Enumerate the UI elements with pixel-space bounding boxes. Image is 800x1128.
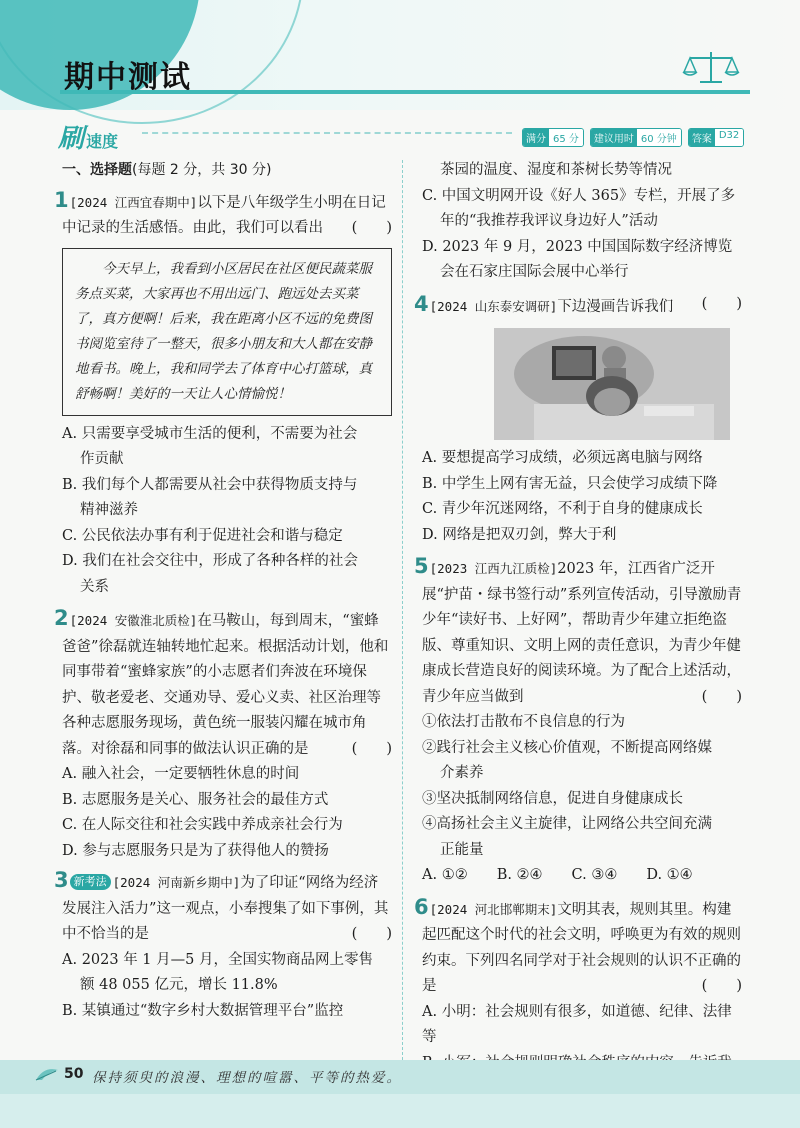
question-number: 4 [414, 291, 429, 316]
answer-paren: ( ) [351, 220, 392, 236]
speed-label: 速度 [86, 132, 119, 151]
option-text: D. 2023 年 9 月，2023 中国国际数字经济博览 [422, 238, 733, 255]
option-a: A. 小明：社会规则有很多，如道德、纪律、法律等 [422, 1003, 732, 1045]
option-text-cont: 会在石家庄国际会展中心举行 [440, 264, 629, 280]
answer-paren: ( ) [701, 295, 742, 312]
statement-text: ②践行社会主义核心价值观，不断提高网络媒 [422, 739, 712, 756]
right-column [414, 158, 742, 1102]
statement-3: ③坚决抵制网络信息，促进自身健康成长 [422, 790, 683, 807]
question-stem: 文明其表，规则其里。构建起匹配这个时代的社会文明，呼唤更为有效的规则约束。下列四名同学对于社会规则的认识不正确的是 [422, 901, 741, 994]
option-c: C. 青少年沉迷网络，不利于自身的健康成长 [422, 501, 703, 517]
question-source: [2024 安徽淮北质检] [69, 613, 198, 628]
question-1 [54, 187, 392, 601]
badge-answer [688, 128, 744, 147]
badge-key: 建议用时 [591, 129, 637, 146]
option-text-cont: 年的“我推荐我评议身边好人”活动 [440, 213, 658, 229]
question-number: 3 [54, 868, 69, 892]
option-text: C. 公民依法办事有利于促进社会和谐与稳定 [62, 527, 343, 544]
left-column [54, 158, 392, 1024]
option-text: A. 只需要享受城市生活的便利，不需要为社会 [62, 425, 358, 442]
new-method-tag: 新考法 [70, 874, 111, 890]
badge-value: 65 分 [549, 129, 583, 146]
statement-1: ①依法打击散布不良信息的行为 [422, 714, 625, 730]
statement-text-cont: 介素养 [440, 765, 484, 781]
option-a [62, 422, 392, 473]
option-text-cont: 精神滋养 [80, 502, 138, 518]
question-source: [2024 山东泰安调研] [429, 298, 558, 314]
question-number: 2 [54, 606, 69, 630]
option-b [62, 999, 392, 1025]
diary-box [62, 248, 392, 416]
option-text-cont: 作贡献 [80, 451, 124, 467]
answer-paren: ( ) [701, 978, 742, 994]
badge-value: 60 分钟 [637, 129, 681, 146]
question-number: 6 [414, 894, 429, 919]
cartoon-drawing [494, 328, 730, 440]
leaf-icon [34, 1066, 60, 1082]
option-text: B. 某镇通过“数字乡村大数据管理平台”监控 [62, 1002, 344, 1019]
combined-options: A. ①② B. ②④ C. ③④ D. ①④ [422, 867, 693, 883]
question-4 [414, 291, 742, 549]
page-title: 期中测试 [64, 60, 192, 95]
statement-4 [422, 812, 742, 863]
page-number: 50 [64, 1066, 84, 1082]
badge-key: 答案 [689, 129, 715, 146]
question-source: [2024 河北邯郸期末] [429, 901, 558, 917]
statement-text: ④高扬社会主义主旋律，让网络公共空间充满 [422, 816, 712, 832]
speed-char: 刷 [58, 124, 85, 154]
header [0, 0, 800, 110]
option-d: D. 网络是把双刃剑，弊大于利 [422, 526, 617, 543]
option-text-cont: 关系 [80, 578, 109, 595]
question-stem: 为了印证“网络为经济发展注入活力”这一观点，小奉搜集了如下事例，其中不恰当的是 [62, 875, 389, 942]
option-d: D. 参与志愿服务只是为了获得他人的赞扬 [62, 842, 329, 859]
option-d [422, 235, 742, 286]
statement-text-cont: 正能量 [440, 841, 484, 858]
info-badges [522, 128, 744, 147]
option-a: A. 要想提高学习成绩，必须远离电脑与网络 [422, 450, 703, 466]
answer-paren: ( ) [351, 926, 392, 942]
speed-divider [142, 132, 512, 134]
question-number: 5 [414, 554, 429, 578]
option-text-cont: 茶园的温度、湿度和茶树长势等情况 [440, 162, 672, 178]
answer-paren: ( ) [701, 688, 742, 705]
diary-text: 今天早上，我看到小区居民在社区便民蔬菜服务点买菜，大家再也不用出远门、跑远处去买菜了，真方便啊！后来，我在距离小区不远的免费图书阅览室待了一整天，很多小朋友和大人都在安静地看书。晚上，我和同学去了体育中心打篮球，真舒畅啊！美好的一天让人心情愉悦！ [75, 260, 372, 402]
question-stem: 以下是八年级学生小明在日记中记录的生活感悟。由此，我们可以看出 [62, 194, 386, 236]
badge-value: D32 [715, 129, 743, 146]
option-b: B. 志愿服务是关心、服务社会的最佳方式 [62, 791, 329, 808]
badge-suggested-time [590, 128, 682, 147]
footer-motto: 保持须臾的浪漫、理想的喧嚣、平等的热爱。 [92, 1070, 402, 1086]
question-3 [54, 868, 392, 1024]
question-stem: 下边漫画告诉我们 [557, 298, 674, 315]
badge-key: 满分 [523, 129, 549, 146]
option-b [62, 473, 392, 524]
option-d [62, 549, 392, 600]
option-text: B. 我们每个人都需要从社会中获得物质支持与 [62, 476, 358, 493]
badge-full-score [522, 128, 584, 147]
statement-2 [422, 736, 742, 787]
option-c [422, 184, 742, 235]
cartoon-image [494, 328, 730, 440]
option-a: A. 融入社会，一定要牺牲休息的时间 [62, 766, 300, 782]
speed-heading [58, 118, 119, 154]
question-5 [414, 554, 742, 889]
option-c [62, 524, 392, 550]
option-c: C. 在人际交往和社会实践中养成亲社会行为 [62, 817, 343, 833]
section-heading [62, 158, 392, 184]
question-2 [54, 606, 392, 864]
column-divider [402, 160, 403, 1060]
option-text: A. 2023 年 1 月—5 月，全国实物商品网上零售 [62, 951, 373, 968]
question-number: 1 [54, 187, 69, 212]
question-source: [2024 河南新乡期中] [112, 875, 241, 890]
question-source: [2023 江西九江质检] [429, 561, 558, 576]
question-source: [2024 江西宜春期中] [69, 194, 198, 210]
option-text: C. 中国文明网开设《好人 365》专栏，开展了多 [422, 187, 736, 204]
section-title: 一、选择题 [62, 162, 132, 178]
answer-paren: ( ) [351, 740, 392, 757]
question-stem: 在马鞍山，每到周末，“蜜蜂爸爸”徐磊就连轴转地忙起来。根据活动计划，他和同事带着“蜜蜂家族”的小志愿者们奔波在环境保护、敬老爱老、交通劝导、爱心义卖、社区治理等各种志愿服务现场，黄色统一服装闪耀在城市角落。对徐磊和同事的做法认识正确的是 [62, 613, 389, 757]
option-b-continued [422, 158, 742, 184]
option-a [62, 948, 392, 999]
section-note: (每题 2 分，共 30 分) [132, 162, 272, 178]
option-text: D. 我们在社会交往中，形成了各种各样的社会 [62, 553, 358, 569]
question-stem: 2023 年，江西省广泛开展“护苗・绿书签行动”系列宣传活动，引导激励青少年“读好书、上好网”，帮助青少年建立拒绝盗版、尊重知识、文明上网的责任意识，为青少年健康成长营造良好的阅读环境。为了配合上述活动，青少年应当做到 [422, 561, 742, 705]
option-b: B. 中学生上网有害无益，只会使学习成绩下降 [422, 475, 718, 492]
balance-scale-icon [680, 48, 742, 88]
option-text-cont: 额 48 055 亿元，增长 11.8% [80, 977, 278, 993]
